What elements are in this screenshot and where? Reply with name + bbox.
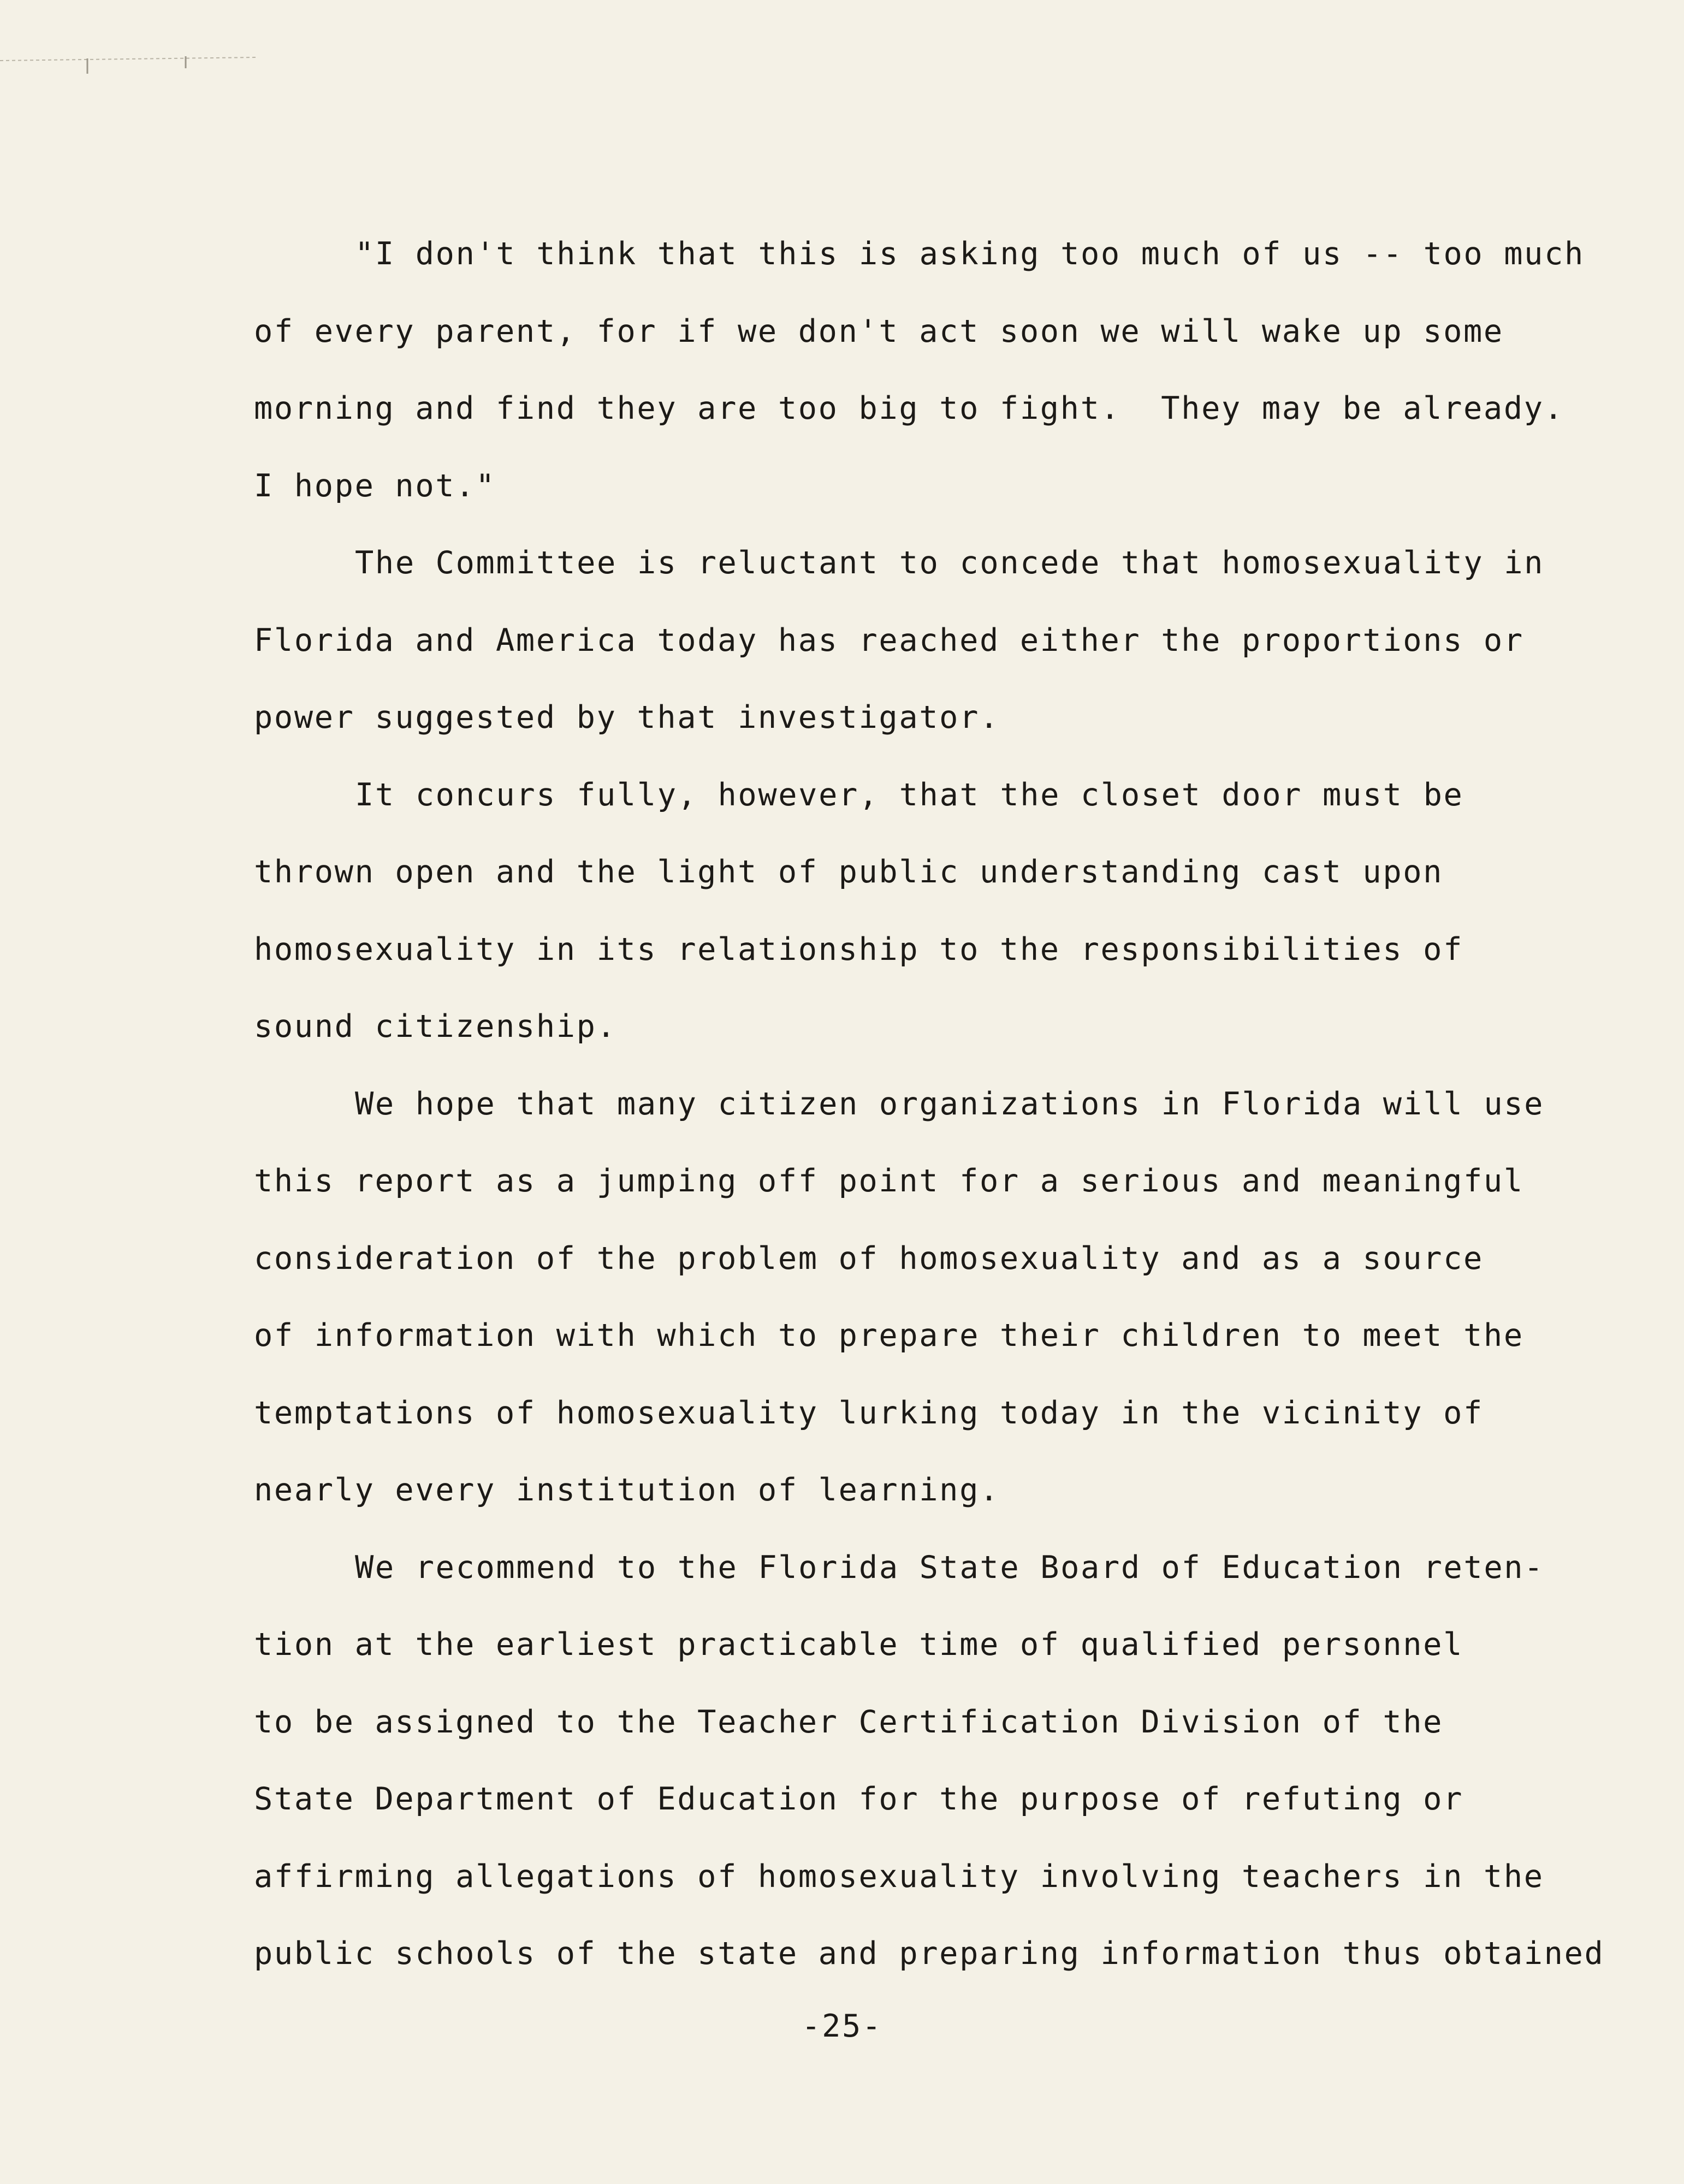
text-line: power suggested by that investigator. xyxy=(254,699,1000,735)
text-line: homosexuality in its relationship to the responsibilities of xyxy=(254,931,1464,968)
text-line: thrown open and the light of public understanding cast upon xyxy=(254,854,1444,890)
text-line: We recommend to the Florida State Board of Education reten- xyxy=(355,1549,1545,1586)
text-line: We hope that many citizen organizations in Florida will use xyxy=(355,1085,1545,1122)
paragraph xyxy=(254,541,1652,773)
text-line: morning and find they are too big to fight. They may be already. xyxy=(254,390,1564,426)
text-line: "I don't think that this is asking too much of us -- too much xyxy=(355,236,1585,272)
text-line: of every parent, for if we don't act soon we will wake up some xyxy=(254,313,1504,349)
paragraph xyxy=(254,773,1652,1082)
body-text xyxy=(254,232,1652,2009)
text-line: to be assigned to the Teacher Certification Division of the xyxy=(254,1704,1444,1740)
page-number: -25- xyxy=(802,2008,882,2044)
text-line: State Department of Education for the purpose of refuting or xyxy=(254,1781,1464,1817)
text-line: I hope not." xyxy=(254,467,496,504)
paragraph xyxy=(254,1082,1652,1546)
text-line: sound citizenship. xyxy=(254,1008,617,1044)
text-line: public schools of the state and preparing information thus obtained xyxy=(254,1936,1605,1972)
paper-scan-marks xyxy=(0,52,262,85)
text-line: consideration of the problem of homosexuality and as a source xyxy=(254,1240,1484,1277)
text-line: tion at the earliest practicable time of qualified personnel xyxy=(254,1627,1464,1663)
text-line: Florida and America today has reached either the proportions or xyxy=(254,622,1524,658)
text-line: nearly every institution of learning. xyxy=(254,1472,1000,1508)
text-line: affirming allegations of homosexuality involving teachers in the xyxy=(254,1858,1544,1895)
text-line: The Committee is reluctant to concede that homosexuality in xyxy=(355,545,1545,581)
text-line: of information with which to prepare their children to meet the xyxy=(254,1317,1524,1354)
paragraph xyxy=(254,232,1652,541)
text-line: It concurs fully, however, that the closet door must be xyxy=(355,776,1464,813)
text-line: temptations of homosexuality lurking today in the vicinity of xyxy=(254,1394,1484,1431)
paragraph xyxy=(254,1546,1652,2009)
text-line: this report as a jumping off point for a serious and meaningful xyxy=(254,1163,1524,1199)
